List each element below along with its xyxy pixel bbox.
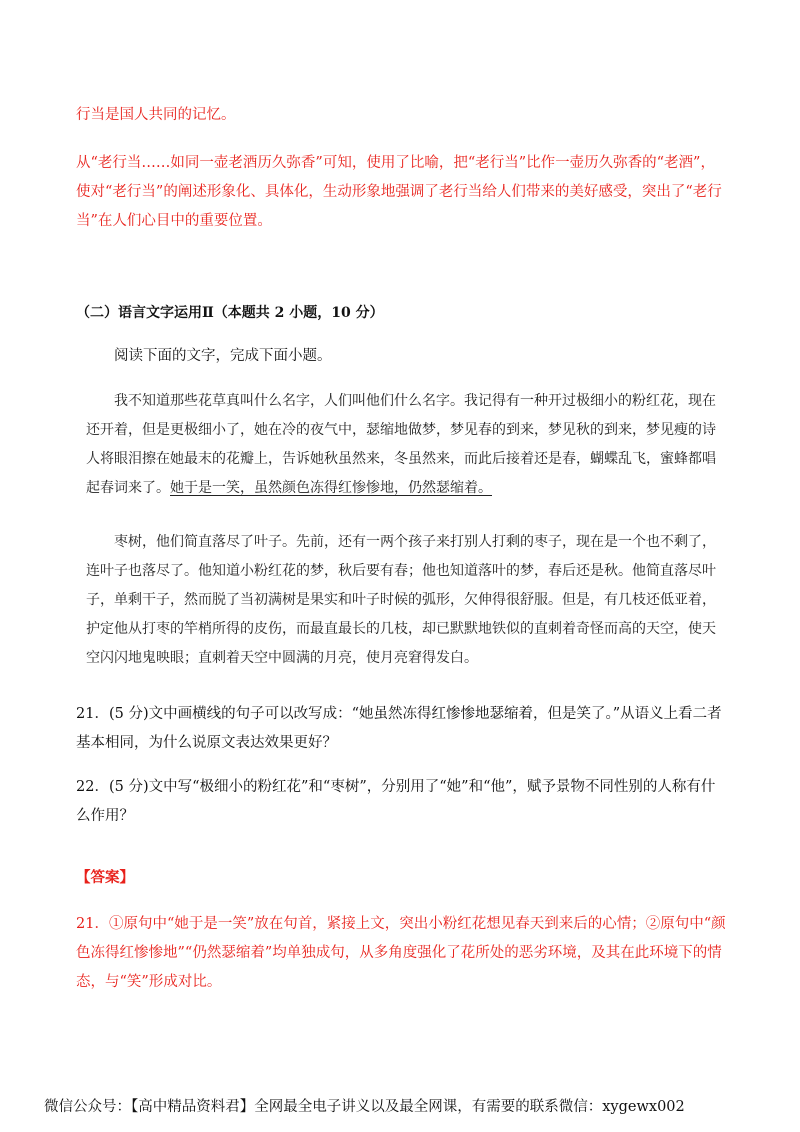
section-heading: （二）语言文字运用Ⅱ（本题共 2 小题，10 分） [76,305,384,321]
answer-paragraph-metaphor: 从“老行当……如同一壶老酒历久弥香”可知，使用了比喻，把“老行当”比作一壶历久弥香的“老酒”，使对“老行当”的阐述形象化、具体化，生动形象地强调了老行当给人们带来的美好感受，突出了“老行当”在人们心目中的重要位置。 [76,155,722,229]
answer-line-memory: 行当是国人共同的记忆。 [76,107,236,123]
footer-banner: 微信公众号：【高中精品资料君】全网最全电子讲义以及最全网课，有需要的联系微信：xygewx002 [44,1099,685,1115]
passage-paragraph-1-text: 我不知道那些花草真叫什么名字，人们叫他们什么名字。我记得有一种开过极细小的粉红花，现在还开着，但是更极细小了，她在冷的夜气中，瑟缩地做梦，梦见春的到来，梦见秋的到来，梦见瘦的诗人将眼泪擦在她最末的花瓣上，告诉她秋虽然来，冬虽然来，而此后接着还是春，蝴蝶乱飞，蜜蜂都唱起春词来了。 [86,393,716,496]
passage-paragraph-1 [86,387,726,503]
underlined-sentence: 她于是一笑，虽然颜色冻得红惨惨地，仍然瑟缩着。 [170,480,492,496]
reading-instruction: 阅读下面的文字，完成下面小题。 [114,348,332,364]
answer-21: 21．①原句中“她于是一笑”放在句首，紧接上文，突出小粉红花想见春天到来后的心情；②原句中“颜色冻得红惨惨地”“仍然瑟缩着”均单独成句，从多角度强化了花所处的恶劣环境，及其在此环境下的情态，与“笑”形成对比。 [76,916,726,990]
question-22: 22．(5 分)文中写“极细小的粉红花”和“枣树”，分别用了“她”和“他”，赋予景物不同性别的人称有什么作用？ [76,779,716,824]
question-21: 21．(5 分)文中画横线的句子可以改写成：“她虽然冻得红惨惨地瑟缩着，但是笑了。”从语义上看二者基本相同，为什么说原文表达效果更好？ [76,706,722,751]
answer-label: 【答案】 [76,869,134,886]
passage-paragraph-2: 枣树，他们简直落尽了叶子。先前，还有一两个孩子来打别人打剩的枣子，现在是一个也不剩了，连叶子也落尽了。他知道小粉红花的梦，秋后要有春；他也知道落叶的梦，春后还是秋。他简直落尽叶子，单剩干子，然而脱了当初满树是果实和叶子时候的弧形，欠伸得很舒服。但是，有几枝还低亚着，护定他从打枣的竿梢所得的皮伤，而最直最长的几枝，却已默默地铁似的直刺着奇怪而高的天空，使天空闪闪地鬼映眼；直刺着天空中圆满的月亮，使月亮窘得发白。 [86,534,716,666]
